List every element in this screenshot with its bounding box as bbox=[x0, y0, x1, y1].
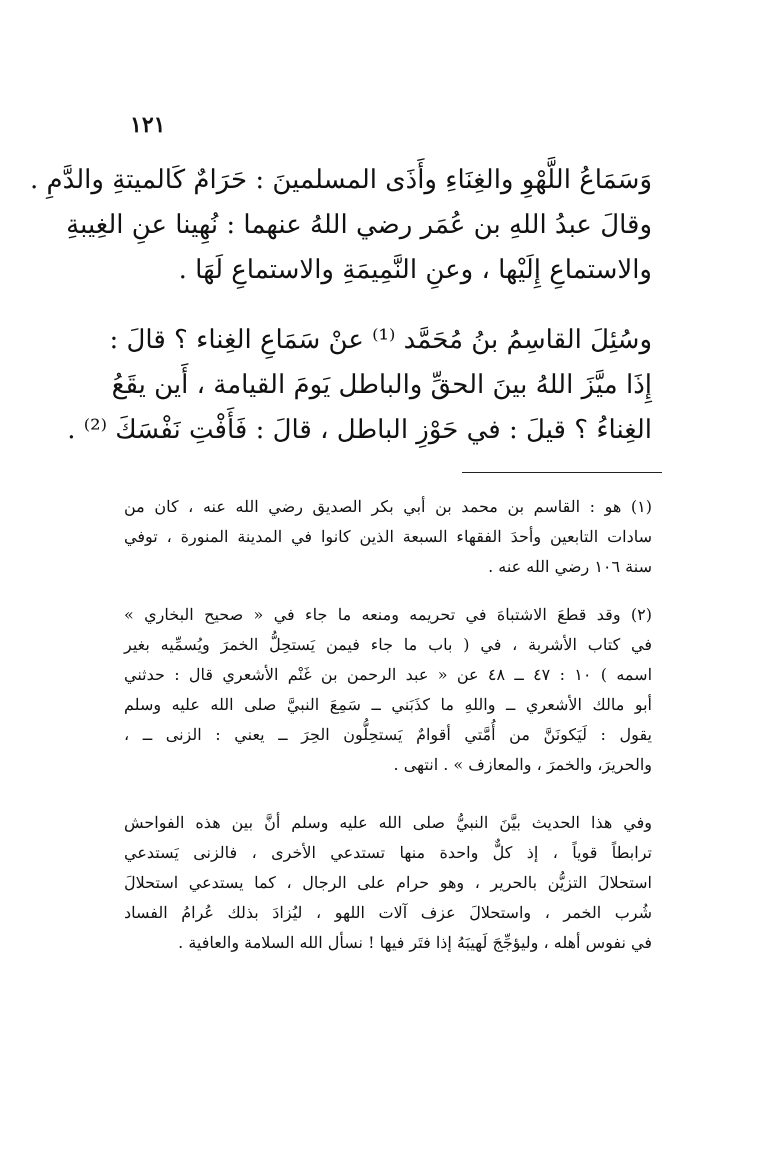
footnote-line: سادات التابعين وأحدَ الفقهاء السبعة الذين كانوا في المدينة المنورة ، توفي bbox=[124, 527, 652, 546]
footnote-line: اسمه ) ١٠ : ٤٧ ــ ٤٨ عن « عبد الرحمن بن غَنْم الأشعري قال : حدثني bbox=[124, 665, 653, 684]
footnote-line: (١) هو : القاسم بن محمد بن أبي بكر الصديق رضي الله عنه ، كان من bbox=[124, 497, 652, 516]
main-text-line: وقالَ عبدُ اللهِ بن عُمَر رضي اللهُ عنهما : نُهِينا عنِ الغِيبةِ bbox=[66, 210, 652, 240]
footnote-line: والحريرَ، والخمرَ ، والمعازف » . انتهى . bbox=[393, 755, 652, 774]
footnote-line: يقول : لَيَكونَنَّ من أُمَّتي أقوامٌ يَستحِلُّون الحِرَ ــ يعني : الزنى ــ ، bbox=[124, 725, 652, 744]
page-number: ١٢١ bbox=[130, 112, 166, 138]
footnote-line: استحلالَ التزيُّن بالحرير ، وهو حرام على الرجال ، كما يستدعي استحلالَ bbox=[124, 873, 652, 892]
footnote-separator bbox=[462, 472, 662, 473]
footnote-line: أبو مالك الأشعري ــ واللهِ ما كذَبَني ــ سَمِعَ النبيَّ صلى الله عليه وسلم bbox=[124, 695, 652, 714]
footnote-line: وفي هذا الحديث بيَّنَ النبيُّ صلى الله عليه وسلم أنَّ بين هذه الفواحش bbox=[124, 813, 652, 832]
footnote-line: ترابطاً قوياً ، إذ كلٌّ واحدة منها تستدعي الأخرى ، فالزنى يَستدعي bbox=[124, 843, 652, 862]
main-text-line: والاستماعِ إِلَيْها ، وعنِ النَّمِيمَةِ والاستماعِ لَهَا . bbox=[178, 255, 652, 285]
footnote-line: (٢) وقد قطعَ الاشتباهَ في تحريمه ومنعه ما جاء في « صحيح البخاري » bbox=[124, 605, 652, 624]
footnote-line: في كتاب الأشربة ، في ( باب ما جاء فيمن يَستحِلُّ الخمرَ ويُسمِّيه بغير bbox=[124, 635, 652, 654]
footnote-line: سنة ١٠٦ رضي الله عنه . bbox=[488, 557, 652, 576]
footnote-line: في نفوس أهله ، وليؤجِّجَ لَهيبَهُ إذا فتَر فيها ! نسأل الله السلامة والعافية . bbox=[178, 933, 652, 952]
main-text-line: وسُئِلَ القاسِمُ بنُ مُحَمَّد ⁽¹⁾ عنْ سَمَاعِ الغِناء ؟ قالَ : bbox=[109, 325, 652, 355]
main-text-line: إِذَا ميَّزَ اللهُ بينَ الحقِّ والباطل يَومَ القيامة ، أَين يقَعُ bbox=[111, 370, 652, 400]
main-text-line: وَسَمَاعُ اللَّهْوِ والغِنَاءِ وأَذَى المسلمينَ : حَرَامٌ كَالميتةِ والدَّمِ . bbox=[29, 165, 652, 195]
main-text-line: الغِناءُ ؟ قيلَ : في حَوْزِ الباطل ، قالَ : فَأَفْتِ نَفْسَكَ ⁽²⁾ . bbox=[67, 415, 652, 445]
footnote-line: شُرب الخمر ، واستحلالَ عزف آلات اللهو ، ليُزادَ بذلك عُرامُ الفساد bbox=[124, 903, 652, 922]
